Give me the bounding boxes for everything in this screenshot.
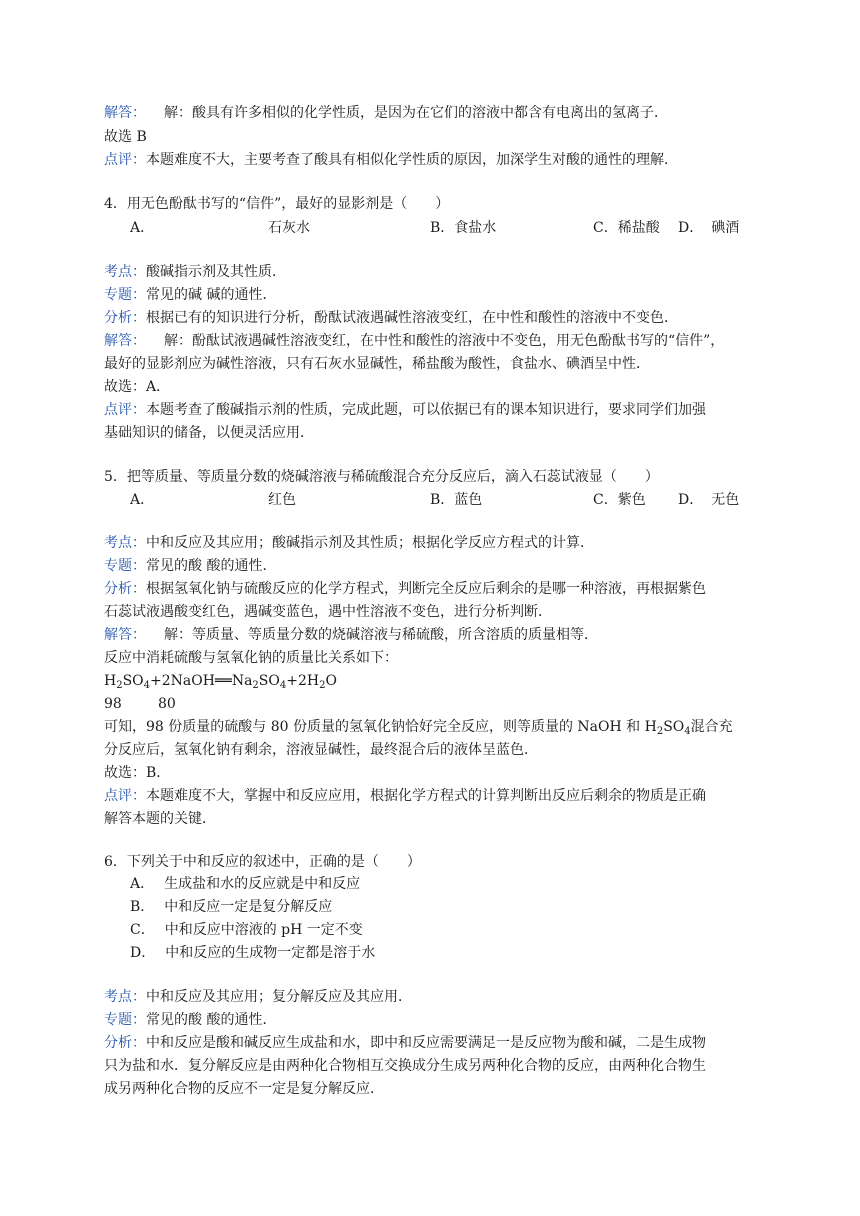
kaodian-label: 考点： bbox=[104, 989, 146, 1005]
eq-sub: 4 bbox=[279, 680, 287, 691]
eq-part: +2NaOH══Na bbox=[150, 673, 253, 689]
q4-choice: 故选：A． bbox=[104, 379, 171, 395]
q6-fenxi-cont2: 成另两种化合物的反应不一定是复分解反应． bbox=[104, 1081, 384, 1097]
eq-part: +2H bbox=[286, 673, 320, 689]
jieda-text: 解：等质量、等质量分数的烧碱溶液与稀硫酸，所含溶质的质量相等． bbox=[164, 627, 598, 643]
eq-sub: 2 bbox=[319, 680, 326, 691]
answer-text: 解：酸具有许多相似的化学性质，是因为在它们的溶液中都含有电离出的氢离子． bbox=[164, 105, 668, 121]
fenxi-label: 分析： bbox=[104, 1035, 146, 1051]
q4-option-c bbox=[593, 218, 660, 238]
option-text: 碘酒 bbox=[711, 220, 740, 236]
eq-sub: 2 bbox=[116, 680, 123, 691]
eq-sub: 2 bbox=[252, 680, 259, 691]
eq-part: H bbox=[104, 673, 117, 689]
comment-label: 点评： bbox=[104, 152, 146, 168]
q6-option-b bbox=[130, 897, 332, 917]
fenxi-label: 分析： bbox=[104, 581, 146, 597]
eq-part: SO bbox=[122, 673, 144, 689]
option-text: 无色 bbox=[711, 492, 740, 508]
conclusion-sub: 4 bbox=[684, 726, 691, 737]
q6-option-c bbox=[130, 920, 363, 940]
jieda-text: 解：酚酞试液遇碱性溶液变红，在中性和酸性的溶液中不变色，用无色酚酞书写的“信件”， bbox=[164, 333, 725, 349]
dianping-label: 点评： bbox=[104, 402, 146, 418]
option-letter: C． bbox=[593, 220, 618, 236]
q3-comment bbox=[104, 150, 678, 170]
q4-kaodian bbox=[104, 262, 286, 282]
zhuanti-label: 专题： bbox=[104, 1012, 146, 1028]
kaodian-label: 考点： bbox=[104, 535, 146, 551]
option-letter: B． bbox=[430, 220, 455, 236]
option-text: 中和反应中溶液的 pH 一定不变 bbox=[164, 922, 363, 938]
option-text: 中和反应的生成物一定都是溶于水 bbox=[165, 945, 376, 961]
q5-mass-b: 80 bbox=[158, 696, 176, 712]
q4-dianping-cont: 基础知识的储备，以便灵活应用． bbox=[104, 425, 314, 441]
q5-option-a-letter: A． bbox=[130, 492, 155, 508]
q4-fenxi bbox=[104, 308, 678, 328]
dianping-text: 本题难度不大，掌握中和反应应用，根据化学方程式的计算判断出反应后剩余的物质是正确 bbox=[146, 788, 706, 804]
conclusion-text: 可知，98 份质量的硫酸与 80 份质量的氢氧化钠恰好完全反应，则等质量的 NaOH 和 H bbox=[104, 719, 657, 735]
q5-dianping bbox=[104, 786, 706, 806]
q6-stem: 6．下列关于中和反应的叙述中，正确的是（ ） bbox=[104, 854, 421, 870]
q4-option-b bbox=[430, 218, 496, 238]
fenxi-text: 根据已有的知识进行分析，酚酞试液遇碱性溶液变红，在中性和酸性的溶液中不变色． bbox=[146, 310, 678, 326]
eq-part: O bbox=[325, 673, 337, 689]
jieda-label: 解答： bbox=[104, 333, 146, 349]
q6-zhuanti bbox=[104, 1010, 276, 1030]
answer-label: 解答： bbox=[104, 105, 146, 121]
option-letter: B． bbox=[130, 899, 155, 915]
conclusion-text: SO bbox=[663, 719, 685, 735]
q4-jieda bbox=[104, 331, 724, 351]
conclusion-text: 混合充 bbox=[690, 719, 733, 735]
option-letter: C． bbox=[593, 492, 618, 508]
q4-zhuanti bbox=[104, 285, 276, 305]
q5-ratio-line: 反应中消耗硫酸与氢氧化钠的质量比关系如下： bbox=[104, 650, 398, 666]
q6-option-d bbox=[130, 943, 375, 963]
dianping-text: 本题考查了酸碱指示剂的性质，完成此题，可以依据已有的课本知识进行，要求同学们加强 bbox=[146, 402, 706, 418]
zhuanti-label: 专题： bbox=[104, 558, 146, 574]
q5-option-d bbox=[678, 490, 739, 510]
conclusion-sub: 2 bbox=[656, 726, 664, 737]
q6-fenxi bbox=[104, 1033, 706, 1053]
q5-dianping-cont: 解答本题的关键． bbox=[104, 811, 216, 827]
zhuanti-label: 专题： bbox=[104, 287, 146, 303]
q5-kaodian bbox=[104, 533, 594, 553]
q5-mass-a: 98 bbox=[104, 696, 122, 712]
q6-kaodian bbox=[104, 987, 412, 1007]
q4-dianping bbox=[104, 400, 706, 420]
fenxi-text: 中和反应是酸和碱反应生成盐和水，即中和反应需要满足一是反应物为酸和碱，二是生成物 bbox=[146, 1035, 706, 1051]
zhuanti-text: 常见的酸 酸的通性． bbox=[146, 1012, 277, 1028]
dianping-label: 点评： bbox=[104, 788, 146, 804]
q4-stem: 4．用无色酚酞书写的“信件”，最好的显影剂是（ ） bbox=[104, 196, 450, 212]
q5-conclusion-cont: 分反应后，氢氧化钠有剩余，溶液显碱性，最终混合后的液体呈蓝色． bbox=[104, 742, 538, 758]
q6-option-a bbox=[130, 874, 360, 894]
option-text: 蓝色 bbox=[454, 492, 483, 508]
q4-option-a-text: 石灰水 bbox=[268, 220, 310, 236]
option-text: 生成盐和水的反应就是中和反应 bbox=[164, 876, 361, 892]
option-letter: B． bbox=[430, 492, 455, 508]
option-text: 稀盐酸 bbox=[617, 220, 660, 236]
kaodian-text: 中和反应及其应用；复分解反应及其应用． bbox=[146, 989, 412, 1005]
q6-fenxi-cont: 只为盐和水．复分解反应是由两种化合物相互交换成分生成另两种化合物的反应，由两种化合物生 bbox=[104, 1058, 706, 1074]
option-letter: D． bbox=[678, 220, 704, 236]
zhuanti-text: 常见的碱 碱的通性． bbox=[146, 287, 277, 303]
q5-jieda bbox=[104, 625, 598, 645]
eq-part: SO bbox=[258, 673, 280, 689]
option-text: 食盐水 bbox=[454, 220, 497, 236]
q5-choice: 故选：B． bbox=[104, 765, 171, 781]
fenxi-label: 分析： bbox=[104, 310, 146, 326]
comment-text: 本题难度不大，主要考查了酸具有相似化学性质的原因，加深学生对酸的通性的理解． bbox=[146, 152, 678, 168]
q5-zhuanti bbox=[104, 556, 276, 576]
q5-stem: 5．把等质量、等质量分数的烧碱溶液与稀硫酸混合充分反应后，滴入石蕊试液显（ ） bbox=[104, 469, 659, 485]
q3-choice: 故选 B bbox=[104, 129, 147, 145]
q3-answer bbox=[104, 103, 668, 123]
jieda-label: 解答： bbox=[104, 627, 146, 643]
q5-option-a-text: 红色 bbox=[268, 492, 296, 508]
kaodian-text: 酸碱指示剂及其性质． bbox=[146, 264, 286, 280]
option-letter: C． bbox=[130, 922, 155, 938]
q4-option-a-letter: A． bbox=[130, 220, 155, 236]
q5-fenxi bbox=[104, 579, 706, 599]
kaodian-text: 中和反应及其应用；酸碱指示剂及其性质；根据化学反应方程式的计算． bbox=[146, 535, 594, 551]
option-text: 中和反应一定是复分解反应 bbox=[164, 899, 333, 915]
option-letter: A． bbox=[130, 876, 155, 892]
q5-fenxi-cont: 石蕊试液遇酸变红色，遇碱变蓝色，遇中性溶液不变色，进行分析判断． bbox=[104, 604, 552, 620]
q5-option-b bbox=[430, 490, 482, 510]
q4-jieda-cont: 最好的显影剂应为碱性溶液，只有石灰水显碱性，稀盐酸为酸性，食盐水、碘酒呈中性． bbox=[104, 356, 650, 372]
eq-sub: 4 bbox=[143, 680, 151, 691]
q5-conclusion bbox=[104, 717, 733, 737]
q5-option-c bbox=[593, 490, 646, 510]
kaodian-label: 考点： bbox=[104, 264, 146, 280]
option-letter: D． bbox=[678, 492, 704, 508]
option-text: 紫色 bbox=[617, 492, 646, 508]
q4-option-d bbox=[678, 218, 739, 238]
fenxi-text: 根据氢氧化钠与硫酸反应的化学方程式，判断完全反应后剩余的是哪一种溶液，再根据紫色 bbox=[146, 581, 706, 597]
zhuanti-text: 常见的酸 酸的通性． bbox=[146, 558, 277, 574]
option-letter: D． bbox=[130, 945, 156, 961]
q5-equation bbox=[104, 671, 337, 691]
